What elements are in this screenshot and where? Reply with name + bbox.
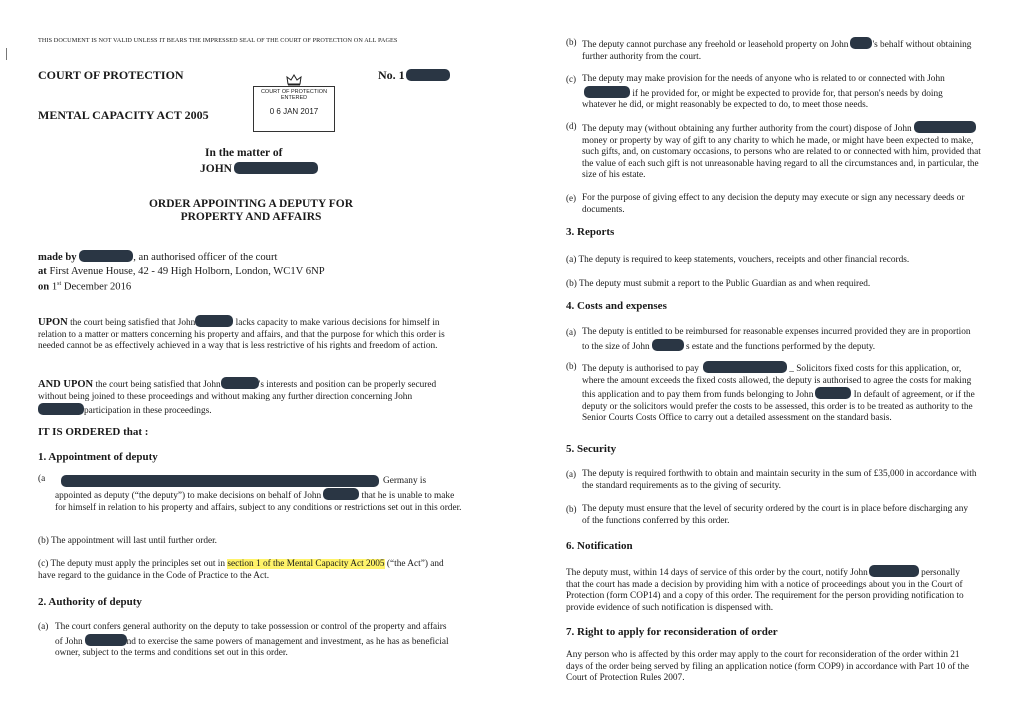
it-is-ordered: IT IS ORDERED that : [38, 426, 149, 438]
matter-name: JOHN [200, 163, 232, 175]
section-4a-text-a: The deputy is entitled to be reimbursed for reasonable expenses incurred provided they are in proportion to the size of John [582, 327, 971, 352]
redaction [38, 403, 84, 415]
on-label: on [38, 281, 50, 293]
redaction [652, 339, 684, 351]
section-4b-text-c: In default of agreement, or if the deputy or the solicitors would prefer the costs to be assessed, this order is to be treated as authority to the Senior Courts Costs Office to carry out a detailed assessment on the standard basis. [582, 390, 975, 424]
on-date-sup: st [57, 281, 62, 287]
order-title-line-2: PROPERTY AND AFFAIRS [180, 211, 322, 223]
item-b-label: (b) [566, 37, 577, 47]
redaction [195, 315, 233, 327]
section-1a-text-a: appointed as deputy (“the deputy”) to make decisions on behalf of John [55, 491, 322, 501]
section-7-title: 7. Right to apply for reconsideration of order [566, 626, 778, 638]
at-address: First Avenue House, 42 - 49 High Holborn, London, WC1V 6NP [46, 265, 325, 277]
case-number [378, 68, 450, 83]
section-1c-highlight: section 1 of the Mental Capacity Act 2005 [227, 559, 385, 569]
matter-label: In the matter of [205, 147, 283, 159]
redaction [703, 361, 787, 373]
section-5-title: 5. Security [566, 443, 617, 455]
section-2-title: 2. Authority of deputy [38, 596, 142, 608]
stamp-line-1: COURT OF PROTECTION [260, 89, 328, 95]
item-b-text [582, 37, 978, 63]
section-4b-label: (b) [566, 361, 577, 371]
crown-icon [286, 74, 302, 86]
margin-marks [6, 40, 8, 70]
section-6-text [566, 565, 976, 614]
redaction [914, 121, 976, 133]
right-page [512, 0, 1024, 724]
section-1a-germany: Germany is [383, 476, 427, 486]
item-d-text [582, 121, 982, 182]
section-4b-text [582, 361, 982, 425]
court-title: COURT OF PROTECTION [38, 68, 184, 82]
matter-name-row [200, 159, 318, 177]
stamp-date: 0 6 JAN 2017 [269, 107, 319, 116]
court-stamp [253, 74, 335, 132]
upon-word: UPON [38, 317, 68, 328]
item-c-text [582, 74, 978, 112]
upon-paragraph [38, 315, 456, 353]
redaction [869, 565, 919, 577]
item-d-text-a: The deputy may (without obtaining any further authority from the court) dispose of John [582, 124, 912, 134]
redaction [815, 387, 851, 399]
section-4-title: 4. Costs and expenses [566, 300, 667, 312]
section-1a-text [55, 488, 463, 514]
on-date-rest: December 2016 [61, 281, 132, 293]
section-3-title: 3. Reports [566, 226, 615, 238]
and-upon-word: AND UPON [38, 379, 94, 390]
section-6-text-a: The deputy must, within 14 days of service of this order by the court, notify John [566, 568, 868, 578]
section-1-title: 1. Appointment of deputy [38, 451, 158, 463]
section-4a-label: (a) [566, 327, 576, 337]
item-e-label: (e) [566, 193, 576, 203]
redaction [850, 37, 872, 49]
and-upon-paragraph [38, 377, 456, 418]
section-1b: (b) The appointment will last until further order. [38, 536, 218, 546]
section-3a: (a) The deputy is required to keep statements, vouchers, receipts and other financial records. [566, 255, 910, 265]
made-by-label: made by [38, 252, 80, 263]
section-2a-text [55, 622, 455, 660]
section-2a-label: (a) [38, 622, 49, 632]
and-upon-text-end: participation in these proceedings. [84, 406, 212, 417]
item-c-label: (c) [566, 74, 576, 84]
upon-text-continued: lacks capacity to make various decisions for himself in relation to a matter or matters concerning his property and affairs, and that the purpose for which this order is needed cannot be as effectively achieved in a way that is less restrictive of his rights and freedom of action. [38, 318, 445, 352]
upon-text: the court being satisfied that John [67, 318, 196, 328]
section-2a-text-a: The court confers general authority on the deputy to take possession or control of the property and affairs of John [55, 622, 447, 647]
order-title-line-1: ORDER APPOINTING A DEPUTY FOR [148, 198, 354, 210]
order-title [0, 198, 512, 224]
redaction [323, 488, 359, 500]
made-by-rest: , an authorised officer of the court [133, 252, 278, 263]
redaction [584, 86, 630, 98]
act-title: MENTAL CAPACITY ACT 2005 [38, 108, 209, 122]
section-4a-text [582, 327, 978, 353]
section-6-text-b: personally that the court has made a decision by providing him with a notice of proceedings about you in the Court of Protection (form COP14) and a copy of this order. The requirement for the person providing notification to provide evidence of such notification is dispensed with. [566, 568, 964, 613]
and-upon-text-continued: 's interests and position can be properly secured without being joined to these proceedings and without making any further direction concerning John [38, 380, 437, 402]
section-5a-text: The deputy is required forthwith to obtain and maintain security in the sum of £35,000 in accordance with the standard requirements as to the giving of security. [582, 469, 977, 491]
stamp-line-2: ENTERED [280, 95, 308, 101]
section-4b-text-a: The deputy is authorised to pay [582, 364, 699, 374]
item-b-text-b: 's behalf without obtaining further authority from the court. [582, 40, 972, 62]
redaction [406, 69, 450, 81]
section-1c [38, 559, 458, 582]
section-6-title: 6. Notification [566, 540, 633, 552]
redaction [221, 377, 259, 389]
section-1a-label: (a [38, 474, 46, 484]
at-label: at [38, 265, 47, 277]
redaction [85, 634, 127, 646]
section-7-text: Any person who is affected by this order may apply to the court for reconsideration of the order within 21 days of the order being served by filing an application notice (form COP9) in accordance with Part 10 of the Court of Protection Rules 2007. [566, 650, 970, 684]
and-upon-text: the court being satisfied that John [93, 380, 221, 390]
section-1c-text-b: (“the Act”) and have regard to the guidance in the Code of Practice to the Act. [38, 559, 444, 581]
section-4b-text-b: _ Solicitors fixed costs for this application, or, where the amount exceeds the fixed costs allowed, the deputy is authorised to agree the costs for making this application and to pay them from funds belonging to John [582, 364, 972, 401]
validity-notice: THIS DOCUMENT IS NOT VALID UNLESS IT BEARS THE IMPRESSED SEAL OF THE COURT OF PROTECTION ON ALL PAGES [38, 37, 398, 44]
section-1c-text-a: (c) The deputy must apply the principles set out in [38, 559, 228, 569]
section-1a-text-b: that he is unable to make for himself in relation to his property and affairs, subject to any conditions or restrictions set out in this order. [55, 491, 462, 513]
section-5b-label: (b) [566, 504, 577, 514]
section-3b: (b) The deputy must submit a report to the Public Guardian as and when required. [566, 279, 871, 289]
redaction [234, 162, 318, 174]
item-e-text: For the purpose of giving effect to any decision the deputy may execute or sign any necessary deeds or documents. [582, 193, 965, 215]
section-5a-label: (a) [566, 469, 576, 479]
redaction [79, 250, 133, 262]
item-c-text-a: The deputy may make provision for the needs of anyone who is related to or connected with John [582, 74, 945, 84]
on-date: 1 [49, 281, 58, 293]
item-b-text-a: The deputy cannot purchase any freehold or leasehold property on John [582, 40, 849, 50]
item-c-text-b: if he provided for, or might be expected to provide for, that person's needs by doing whatever he did, or might reasonably be expected to do, to meet those needs. [582, 88, 943, 111]
section-2a-text-b: nd to exercise the same powers of management and investment, as he has as beneficial owner, subject to the terms and conditions set out in this order. [55, 636, 449, 659]
item-d-label: (d) [566, 121, 577, 131]
made-by-block [38, 250, 325, 294]
case-number-label: No. 1 [378, 68, 405, 82]
section-5b-text: The deputy must ensure that the level of security ordered by the court is in place before discharging any of the functions conferred by this order. [582, 504, 969, 526]
item-d-text-b: money or property by way of gift to any charity to which he made, or might have been expected to make, such gifts, and, on customary occasions, to persons who are related to or connected with him, provided that the value of each such gift is not unreasonable having regard to all the circumstances and, in particular, the size of his estate. [582, 135, 981, 181]
section-4a-text-b: s estate and the functions performed by the deputy. [683, 341, 876, 352]
